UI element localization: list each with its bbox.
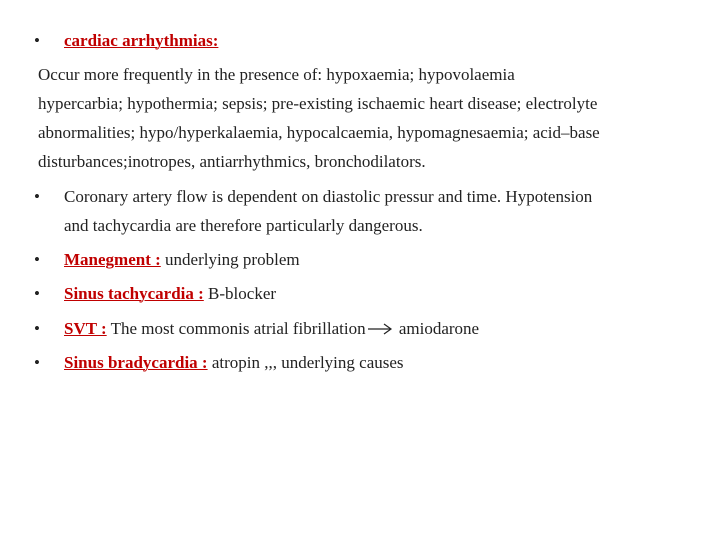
bullet-line: and tachycardia are therefore particularly dangerous. [64,216,423,235]
intro-line: abnormalities; hypo/hyperkalaemia, hypocalcaemia, hypomagnesaemia; acid–base [38,123,600,142]
bullet-icon: • [34,353,40,372]
list-item [34,182,714,242]
bullet-text [64,314,479,344]
intro-line: hypercarbia; hypothermia; sepsis; pre-existing ischaemic heart disease; electrolyte [38,94,598,113]
bullet-text [64,245,300,275]
item-label: Manegment : [64,250,161,269]
intro-line: Occur more frequently in the presence of: hypoxaemia; hypovolaemia [38,65,515,84]
bullet-icon: • [34,31,40,50]
section-title: cardiac arrhythmias: [64,31,219,50]
item-label: Sinus bradycardia : [64,353,208,372]
item-label: SVT : [64,319,107,338]
bullet-text [64,348,404,378]
item-value: B-blocker [203,284,277,303]
bullet-icon: • [34,319,40,338]
bullet-icon: • [34,250,40,269]
right-arrow-icon [367,323,393,335]
item-value: atropin ,,, underlying causes [207,353,404,372]
bullet-text [64,279,276,309]
bullet-icon: • [34,284,40,303]
item-value: underlying problem [160,250,300,269]
bullet-icon: • [34,187,40,206]
item-value: amiodarone [394,319,480,338]
bullet-text [64,182,704,240]
item-value: The most commonis atrial fibrillation [106,319,366,338]
intro-line: disturbances;inotropes, antiarrhythmics, bronchodilators. [38,152,426,171]
item-label: Sinus tachycardia : [64,284,204,303]
bullet-line: Coronary artery flow is dependent on diastolic pressur and time. Hypotension [64,187,593,206]
intro-paragraph [38,60,698,176]
